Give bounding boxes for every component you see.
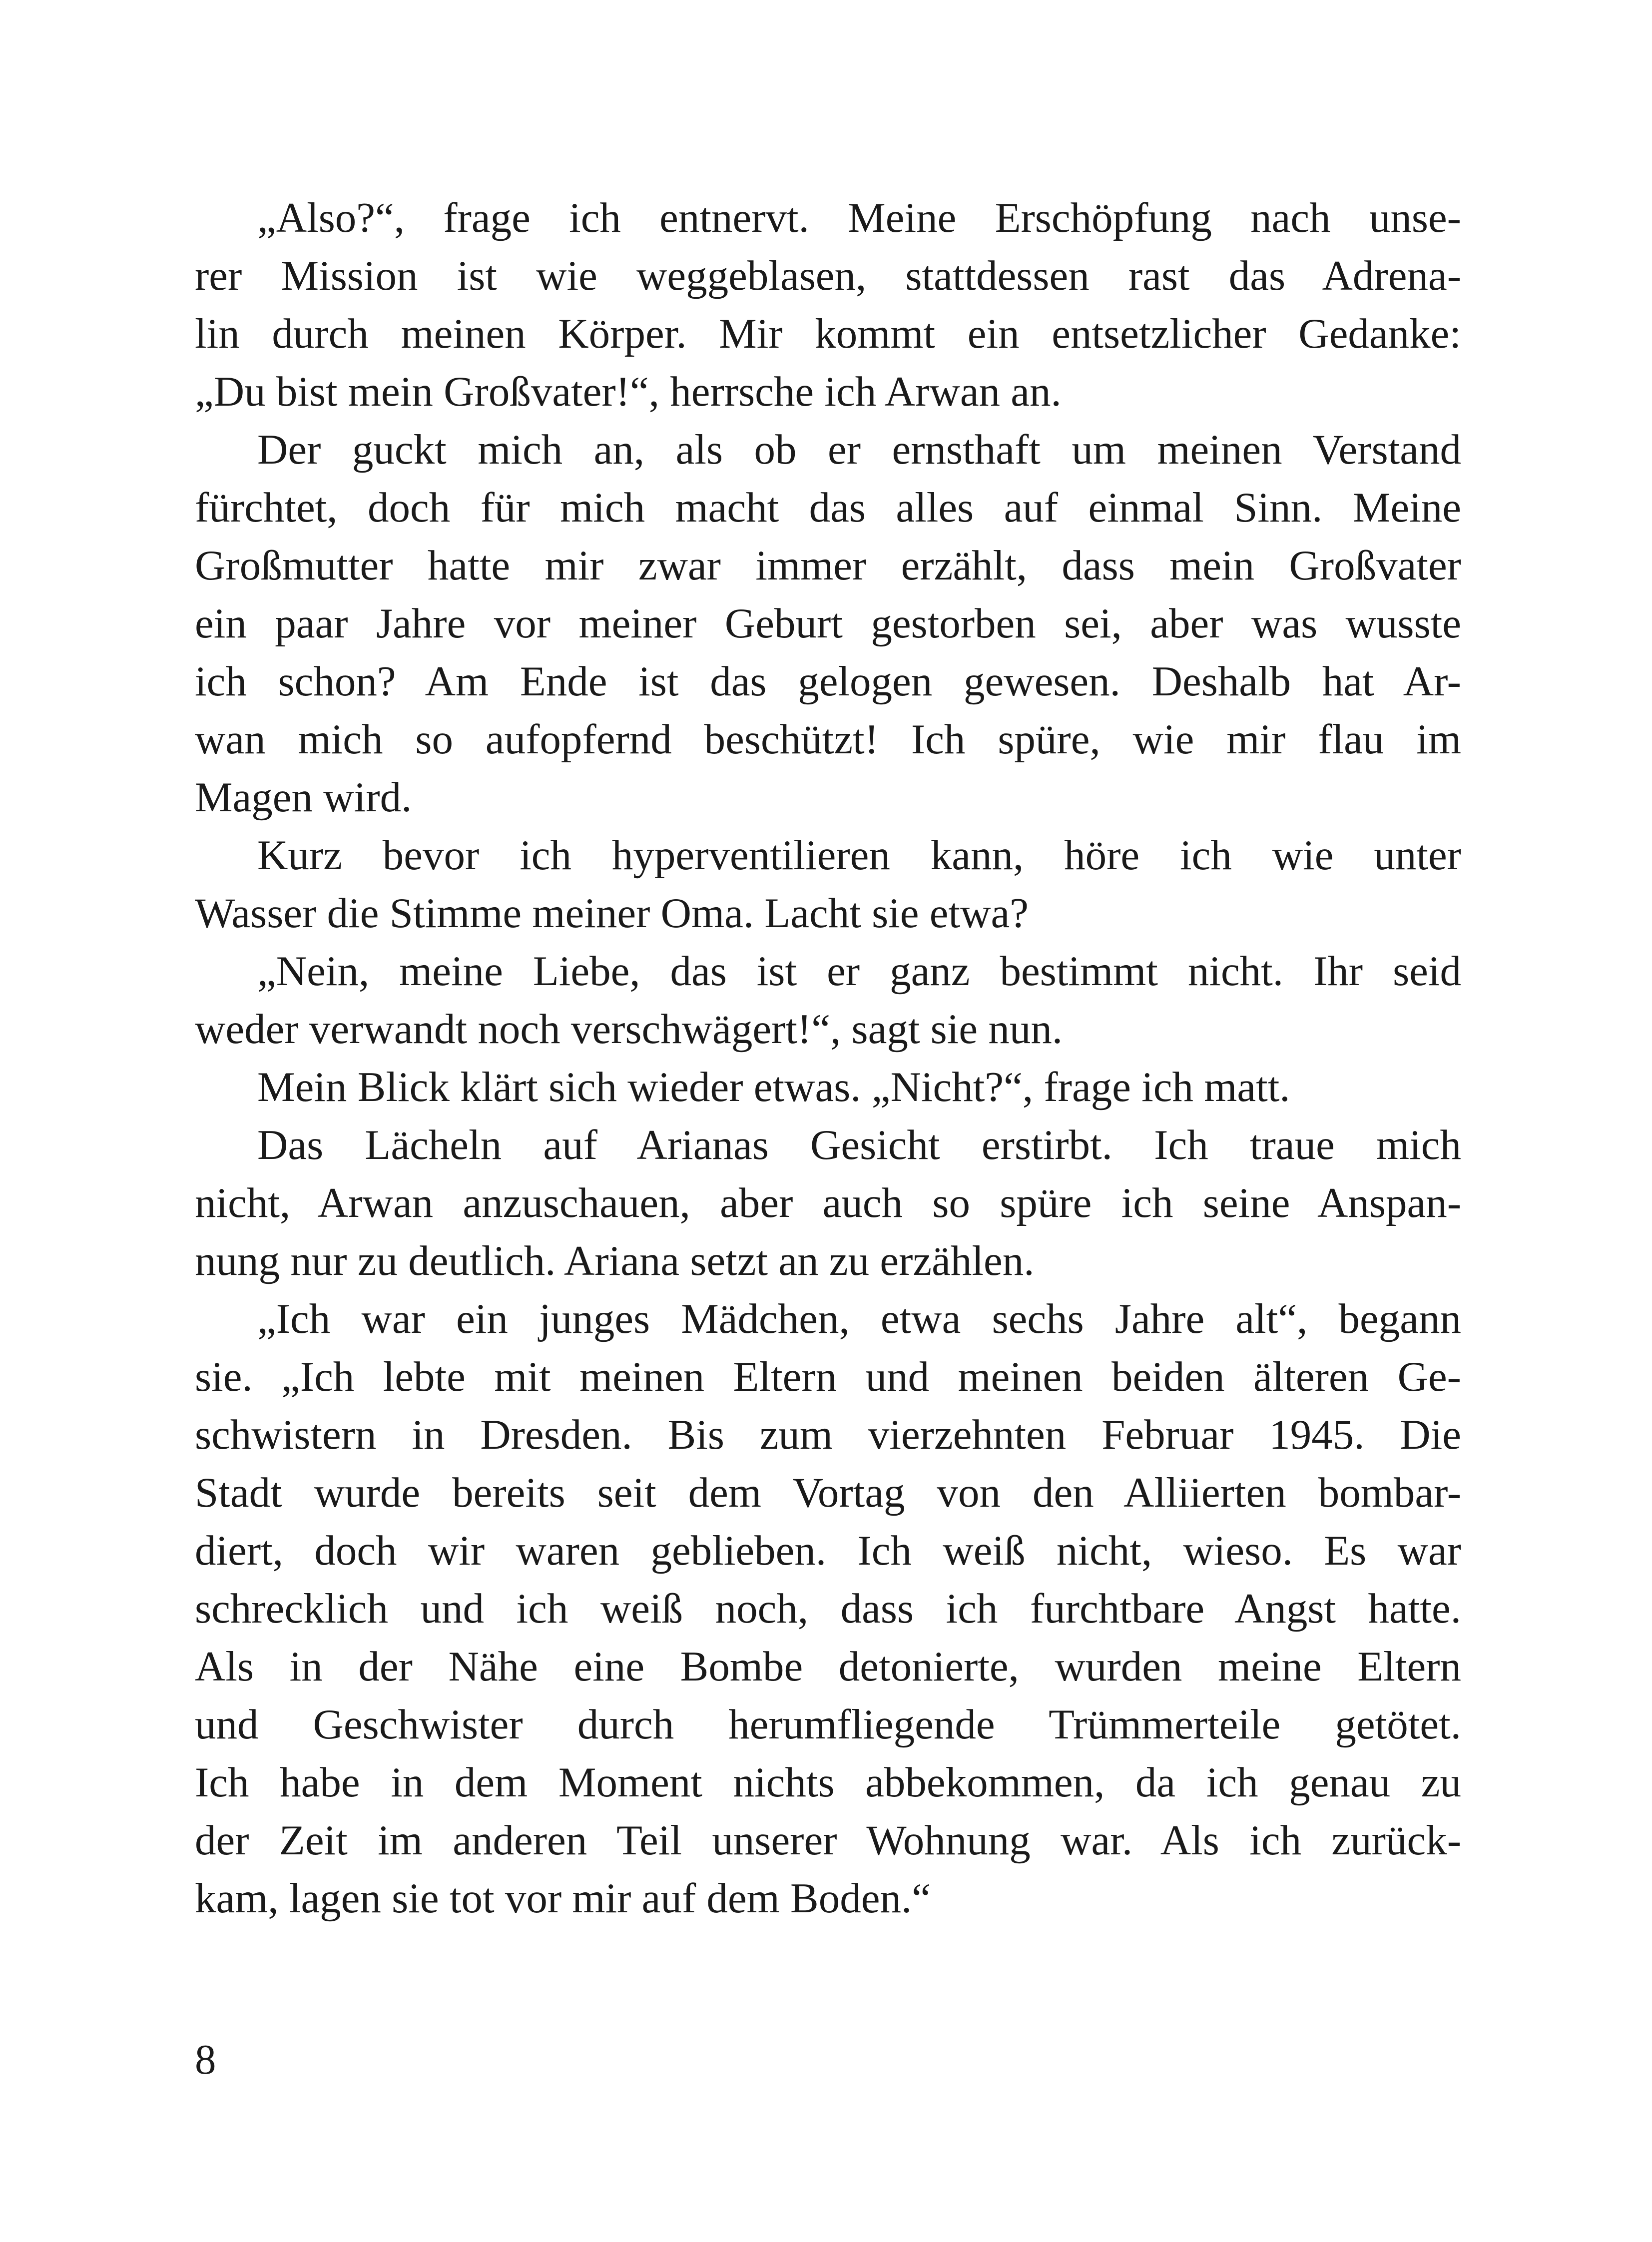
text-line: Der guckt mich an, als ob er ernsthaft um meinen Verstand [257,426,1461,473]
text-line: „Nein, meine Liebe, das ist er ganz bestimmt nicht. Ihr seid [257,948,1461,995]
text-line: ich schon? Am Ende ist das gelogen gewesen. Deshalb hat Ar- [195,658,1461,705]
text-line: und Geschwister durch herumfliegende Trümmerteile getötet. [195,1701,1461,1748]
text-line: diert, doch wir waren geblieben. Ich weiß nicht, wieso. Es war [195,1527,1461,1574]
page-number: 8 [195,2036,216,2083]
text-line: lin durch meinen Körper. Mir kommt ein entsetzlicher Gedanke: [195,310,1461,357]
text-line: Mein Blick klärt sich wieder etwas. „Nicht?“, frage ich matt. [257,1064,1290,1111]
text-line: sie. „Ich lebte mit meinen Eltern und meinen beiden älteren Ge- [195,1353,1461,1400]
body-text [195,189,1461,1927]
text-line: kam, lagen sie tot vor mir auf dem Boden.“ [195,1875,931,1922]
text-line: nicht, Arwan anzuschauen, aber auch so spüre ich seine Anspan- [195,1179,1461,1226]
text-line: Stadt wurde bereits seit dem Vortag von den Alliierten bombar- [195,1469,1461,1516]
text-line: nung nur zu deutlich. Ariana setzt an zu erzählen. [195,1237,1035,1284]
text-line: „Also?“, frage ich entnervt. Meine Erschöpfung nach unse- [257,194,1461,241]
text-line: der Zeit im anderen Teil unserer Wohnung war. Als ich zurück- [195,1817,1461,1864]
text-line: rer Mission ist wie weggeblasen, stattdessen rast das Adrena- [195,252,1461,299]
text-line: Kurz bevor ich hyperventilieren kann, höre ich wie unter [257,832,1461,879]
text-line: weder verwandt noch verschwägert!“, sagt sie nun. [195,1006,1063,1053]
text-line: Ich habe in dem Moment nichts abbekommen, da ich genau zu [195,1759,1461,1806]
text-line: „Du bist mein Großvater!“, herrsche ich Arwan an. [195,368,1062,415]
text-line: Großmutter hatte mir zwar immer erzählt, dass mein Großvater [195,542,1461,589]
text-line: schwistern in Dresden. Bis zum vierzehnten Februar 1945. Die [195,1411,1461,1458]
text-line: Magen wird. [195,774,412,821]
text-line: fürchtet, doch für mich macht das alles auf einmal Sinn. Meine [195,484,1461,531]
text-line: Als in der Nähe eine Bombe detonierte, wurden meine Eltern [195,1643,1461,1690]
text-line: schrecklich und ich weiß noch, dass ich furchtbare Angst hatte. [195,1585,1461,1632]
text-line: „Ich war ein junges Mädchen, etwa sechs Jahre alt“, begann [257,1295,1461,1342]
text-line: Das Lächeln auf Arianas Gesicht erstirbt. Ich traue mich [257,1121,1461,1168]
text-line: Wasser die Stimme meiner Oma. Lacht sie etwa? [195,890,1029,937]
text-line: ein paar Jahre vor meiner Geburt gestorben sei, aber was wusste [195,600,1461,647]
text-line: wan mich so aufopfernd beschützt! Ich spüre, wie mir flau im [195,716,1461,763]
